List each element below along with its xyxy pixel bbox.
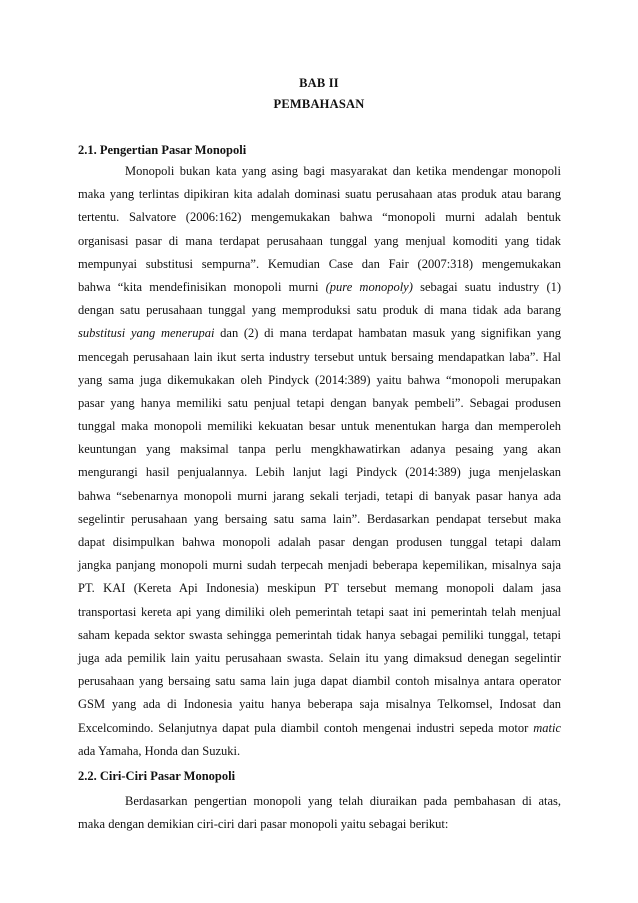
paragraph-line: Berdasarkan pengertian monopoli yang telah diuraikan pada pembahasan di atas, bbox=[125, 794, 561, 808]
italic-term: matic bbox=[533, 720, 562, 735]
paragraph-line: segelintir perusahaan yang bersaing satu sama lain”. Berdasarkan pendapat tersebut maka bbox=[78, 511, 561, 526]
paragraph-line: bahwa “sebenarnya monopoli murni jarang sekali terjadi, tetapi di banyak pasar hanya ada bbox=[78, 488, 561, 503]
italic-term: substitusi yang menerupai bbox=[78, 326, 215, 341]
paragraph-line: dapat disimpulkan bahwa monopoli adalah pasar dengan produsen tunggal tetapi dalam bbox=[78, 535, 561, 549]
section-body-ciri-ciri bbox=[78, 790, 561, 836]
italic-term: (pure monopoly) bbox=[325, 279, 413, 294]
paragraph-line bbox=[78, 322, 561, 345]
paragraph-line: mempunyai substitusi sempurna”. Kemudian Case dan Fair (2007:318) mengemukakan bbox=[78, 256, 561, 271]
paragraph-line bbox=[78, 276, 561, 299]
paragraph-line: GSM yang ada di Indonesia yaitu hanya beberapa saja misalnya Telkomsel, Indosat dan bbox=[78, 697, 561, 712]
paragraph-line: Monopoli bukan kata yang asing bagi masyarakat dan ketika mendengar monopoli bbox=[125, 164, 561, 178]
chapter-title: PEMBAHASAN bbox=[273, 97, 365, 111]
paragraph-line: yang sama juga dikemukakan oleh Pindyck (2014:389) yaitu bahwa “monopoli merupakan bbox=[78, 372, 561, 387]
paragraph-line: juga ada pemilik lain yaitu perusahaan swasta. Selain itu yang dimaksud denegan segelintir bbox=[78, 650, 561, 665]
paragraph-line: maka dengan demikian ciri-ciri dari pasar monopoli yaitu sebagai berikut: bbox=[78, 817, 449, 832]
paragraph-line: PT. KAI (Kereta Api Indonesia) meskipun PT tersebut memang monopoli dalam jasa bbox=[78, 581, 561, 596]
paragraph-line: perusahaan yang bersaing satu sama lain juga dapat diambil contoh misalnya antara operator bbox=[78, 674, 561, 689]
paragraph-line: tunggal maka monopoli memiliki kekuatan besar untuk menentukan harga dan memperoleh bbox=[78, 419, 561, 434]
paragraph-line: ada Yamaha, Honda dan Suzuki. bbox=[78, 743, 241, 758]
text-run: Excelcomindo. Selanjutnya dapat pula diambil contoh mengenai industri sepeda motor bbox=[78, 720, 529, 735]
text-run: sebagai suatu industry (1) bbox=[420, 279, 562, 294]
paragraph-line bbox=[78, 717, 561, 740]
text-run: dan (2) di mana terdapat hambatan masuk yang signifikan yang bbox=[220, 326, 562, 341]
paragraph-line: dengan satu perusahaan tunggal yang memproduksi satu produk di mana tidak ada barang bbox=[78, 303, 561, 318]
paragraph-line: pasar yang hanya memiliki satu penjual tetapi dengan banyak pembeli”. Sebagai produsen bbox=[78, 395, 561, 410]
paragraph-line: transportasi kereta api yang dimiliki oleh pemerintah tetapi saat ini pemerintah telah menjual bbox=[78, 604, 561, 619]
section-body-pengertian bbox=[78, 160, 561, 763]
paragraph-line: mengurangi hasil penjualannya. Lebih lanjut lagi Pindyck (2014:389) juga menjelaskan bbox=[78, 465, 561, 480]
paragraph-line: mencegah perusahaan lain ikut serta industry tersebut untuk bersaing mendapatkan laba”. Hal bbox=[78, 349, 561, 364]
paragraph-line: tertentu. Salvatore (2006:162) mengemukakan bahwa “monopoli murni adalah bentuk bbox=[78, 210, 561, 225]
paragraph-line: keuntungan yang maksimal tanpa perlu mengkhawatirkan adanya pesaing yang akan bbox=[78, 442, 561, 457]
chapter-number: BAB II bbox=[299, 76, 339, 90]
paragraph-line: maka yang terlintas dipikiran kita adalah dominasi suatu perusahaan atas produk atau barang bbox=[78, 187, 561, 202]
section-heading-ciri-ciri: 2.2. Ciri-Ciri Pasar Monopoli bbox=[78, 769, 236, 783]
paragraph-line: saham kepada sektor swasta sehingga pemerintah tidak hanya sebagai pemiliki tunggal, tetapi bbox=[78, 627, 561, 642]
paragraph-line: organisasi pasar di mana terdapat perusahaan tunggal yang menjual komoditi yang tidak bbox=[78, 233, 561, 248]
text-run: bahwa “kita mendefinisikan monopoli murni bbox=[78, 279, 319, 294]
paragraph-line: jangka panjang monopoli murni sudah terpecah menjadi beberapa kepemilikan, misalnya saja bbox=[78, 558, 561, 573]
section-heading-pengertian: 2.1. Pengertian Pasar Monopoli bbox=[78, 143, 247, 157]
